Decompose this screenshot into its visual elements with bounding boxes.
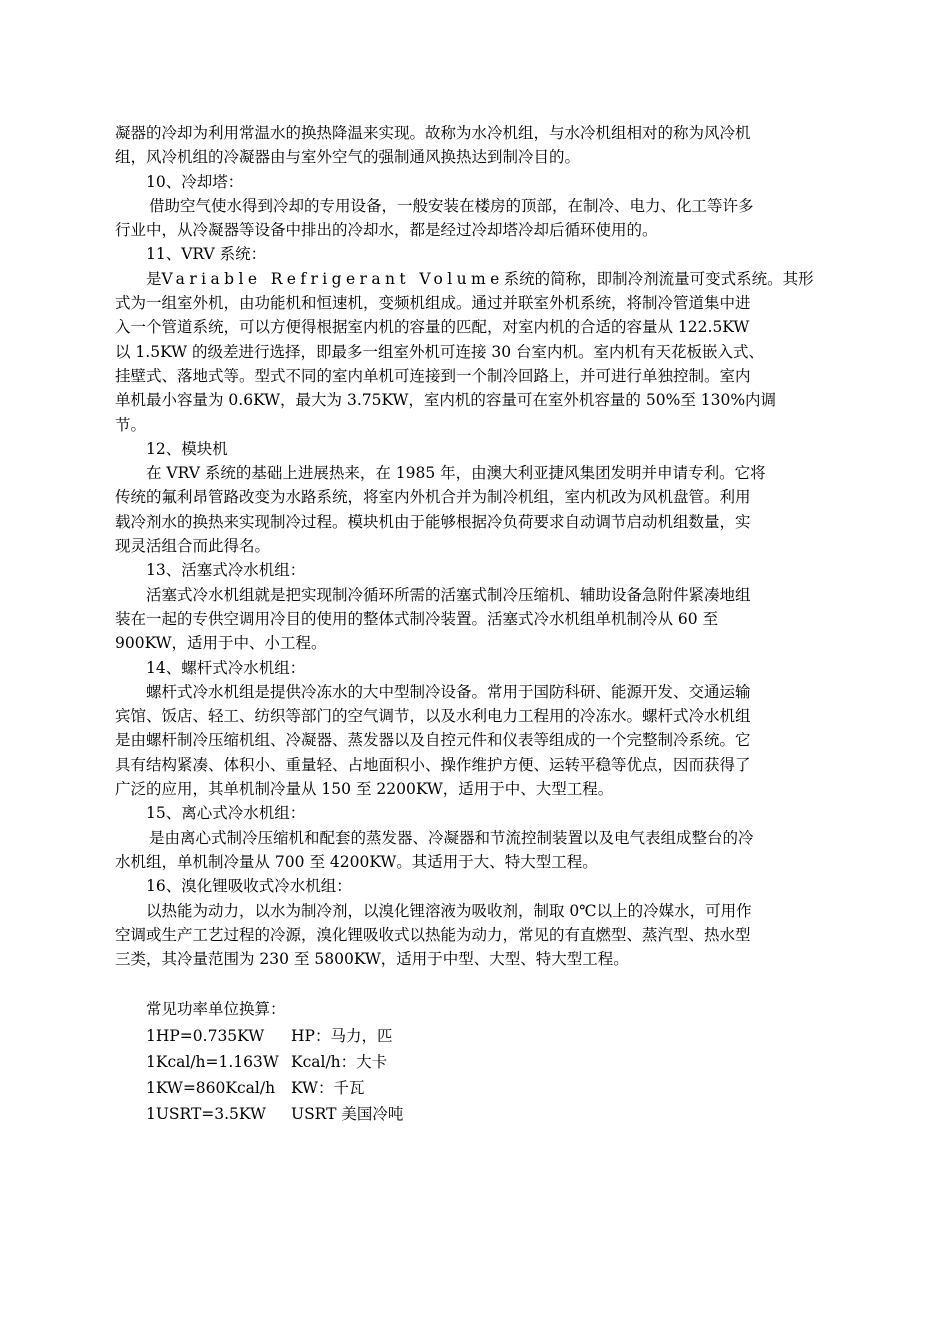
text-line [115, 267, 814, 291]
unit-row [115, 1076, 807, 1102]
heading-cooling-tower: 10、冷却塔： [146, 172, 244, 191]
unit-description: USRT 美国冷吨 [291, 1105, 404, 1124]
text-line: 900KW，适用于中、小工程。 [115, 634, 327, 653]
text-line: 宾馆、饭店、轻工、纺织等部门的空气调节，以及水利电力工程用的冷冻水。螺杆式冷水机组 [115, 707, 751, 726]
text-line: 装在一起的专供空调用冷目的使用的整体式制冷装置。活塞式冷水机组单机制冷从 60 至 [115, 609, 719, 628]
paragraph-cooling-tower [115, 194, 807, 243]
text-line: 现灵活组合而此得名。 [115, 537, 271, 556]
heading-vrv-system: 11、VRV 系统： [146, 245, 267, 264]
units-title: 常见功率单位换算： [146, 1000, 286, 1019]
unit-conversion-list [115, 1024, 807, 1129]
unit-description: Kcal/h：大卡 [291, 1052, 388, 1071]
unit-description: KW：千瓦 [291, 1078, 365, 1097]
unit-description: HP：马力，匹 [291, 1026, 393, 1045]
vrv-suffix: 系统的简称，即制冷剂流量可变式系统。其形 [503, 269, 814, 288]
paragraph-centrifugal-chiller [115, 826, 807, 875]
unit-row [115, 1050, 807, 1076]
text-line: 是由离心式制冷压缩机和配套的蒸发器、冷凝器和节流控制装置以及电气表组成整台的冷 [149, 828, 754, 847]
paragraph-libr-absorption-chiller [115, 899, 807, 972]
text-line: 单机最小容量为 0.6KW，最大为 3.75KW，室内机的容量可在室外机容量的 50%至 130%内调 [115, 391, 777, 410]
text-line: 以 1.5KW 的级差进行选择，即最多一组室外机可连接 30 台室内机。室内机有天花板嵌入式、 [115, 342, 765, 361]
text-line: 水机组，单机制冷量从 700 至 4200KW。其适用于大、特大型工程。 [115, 852, 598, 871]
paragraph-condenser-cooling [115, 121, 807, 170]
paragraph-vrv-system [115, 267, 814, 437]
heading-libr-absorption-chiller: 16、溴化锂吸收式冷水机组： [146, 877, 352, 896]
text-line: 凝器的冷却为利用常温水的换热降温来实现。故称为水冷机组，与水冷机组相对的称为风冷机 [115, 124, 751, 142]
document-body [115, 121, 814, 1128]
text-line: 组，风冷机组的冷凝器由与室外空气的强制通风换热达到制冷目的。 [115, 148, 581, 167]
text-line: 螺杆式冷水机组是提供冷冻水的大中型制冷设备。常用于国防科研、能源开发、交通运输 [146, 682, 751, 701]
unit-equation: 1HP=0.735KW [146, 1026, 265, 1045]
spacer [115, 971, 807, 997]
text-line: 挂壁式、落地式等。型式不同的室内单机可连接到一个制冷回路上，并可进行单独控制。室内 [115, 366, 751, 385]
text-line: 载冷剂水的换热来实现制冷过程。模块机由于能够根据冷负荷要求自动调节启动机组数量，实 [115, 512, 751, 531]
unit-equation: 1KW=860Kcal/h [146, 1078, 276, 1097]
unit-row [115, 1024, 807, 1050]
vrv-fullname: Variable Refrigerant Volume [161, 269, 504, 288]
heading-screw-chiller: 14、螺杆式冷水机组： [146, 658, 306, 677]
text-line: 行业中，从冷凝器等设备中排出的冷却水，都是经过冷却塔冷却后循环使用的。 [115, 221, 658, 240]
heading-centrifugal-chiller: 15、离心式冷水机组： [146, 804, 306, 823]
unit-equation: 1USRT=3.5KW [146, 1105, 266, 1124]
unit-row [115, 1102, 807, 1128]
text-line: 式为一组室外机，由功能机和恒速机，变频机组成。通过并联室外机系统，将制冷管道集中进 [115, 294, 751, 313]
text-line: 以热能为动力，以水为制冷剂，以溴化锂溶液为吸收剂，制取 0℃以上的冷媒水，可用作 [146, 901, 752, 920]
text-line: 三类，其冷量范围为 230 至 5800KW，适用于中型、大型、特大型工程。 [115, 950, 629, 969]
text-line: 空调或生产工艺过程的冷源，溴化锂吸收式以热能为动力，常见的有直燃型、蒸汽型、热水型 [115, 925, 751, 944]
text-line: 节。 [115, 415, 147, 434]
text-line: 在 VRV 系统的基础上进展热来，在 1985 年，由澳大利亚捷风集团发明并申请专利。它将 [146, 464, 766, 483]
text-line: 广泛的应用，其单机制冷量从 150 至 2200KW，适用于中、大型工程。 [115, 780, 614, 799]
text-line: 具有结构紧凑、体积小、重量轻、占地面积小、操作维护方便、运转平稳等优点，因而获得了 [115, 755, 751, 774]
text-line: 活塞式冷水机组就是把实现制冷循环所需的活塞式制冷压缩机、辅助设备急附件紧凑地组 [146, 585, 751, 604]
text-line: 是由螺杆制冷压缩机组、冷凝器、蒸发器以及自控元件和仪表等组成的一个完整制冷系统。它 [115, 731, 751, 750]
heading-modular-unit: 12、模块机 [146, 439, 228, 458]
text-line: 传统的氟利昂管路改变为水路系统，将室内外机合并为制冷机组，室内机改为风机盘管。利用 [115, 488, 751, 507]
vrv-prefix: 是 [146, 269, 162, 288]
paragraph-screw-chiller [115, 680, 807, 801]
paragraph-piston-chiller [115, 583, 807, 656]
paragraph-modular-unit [115, 461, 807, 558]
heading-piston-chiller: 13、活塞式冷水机组： [146, 561, 306, 580]
unit-equation: 1Kcal/h=1.163W [146, 1052, 279, 1071]
text-line: 借助空气使水得到冷却的专用设备，一般安装在楼房的顶部，在制冷、电力、化工等许多 [149, 196, 754, 215]
text-line: 入一个管道系统，可以方便得根据室内机的容量的匹配，对室内机的合适的容量从 122.5KW [115, 318, 750, 337]
